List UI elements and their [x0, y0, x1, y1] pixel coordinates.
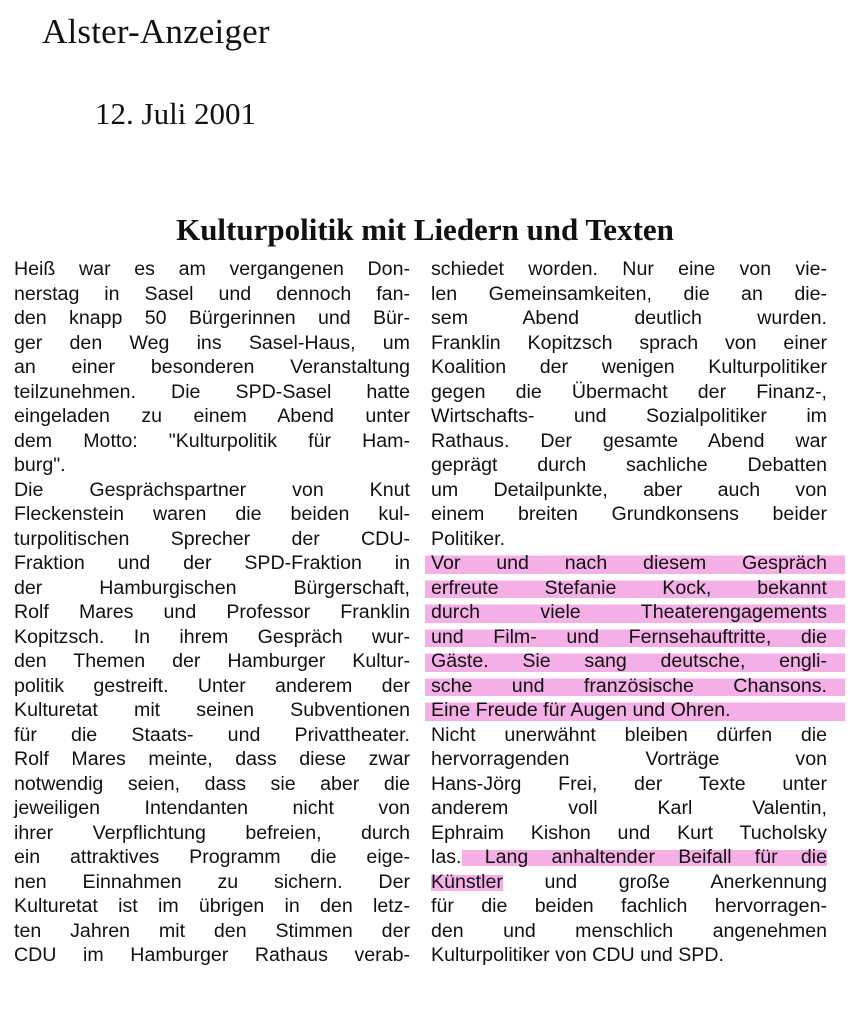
text-line: notwendig seien, dass sie aber die [14, 772, 410, 795]
text-line: burg". [14, 454, 66, 476]
text-line: teilzunehmen. Die SPD-Sasel hatte [14, 380, 410, 403]
text-line: Koalition der wenigen Kulturpolitiker [431, 356, 827, 378]
text-line: Ephraim Kishon und Kurt Tucholsky [431, 821, 827, 844]
highlighted-text-line: und Film- und Fernsehauftritte, die [425, 625, 845, 650]
text-line: gegen die Übermacht der Finanz-, [431, 380, 827, 403]
publication-date: 12. Juli 2001 [95, 96, 257, 131]
text-line: Wirtschafts- und Sozialpolitiker im [431, 405, 827, 427]
text-line: ihrer Verpflichtung befreien, durch [14, 821, 410, 844]
text-line: jeweiligen Intendanten nicht von [14, 797, 410, 819]
text-line: Rolf Mares meinte, dass diese zwar [14, 748, 410, 770]
text-line: um Detailpunkte, aber auch von [431, 478, 827, 501]
text-line: Kulturetat ist im übrigen in den letz- [14, 895, 410, 917]
text-line: für die beiden fachlich hervorragen- [431, 895, 827, 917]
highlighted-text-line: Vor und nach diesem Gespräch [425, 551, 845, 576]
text-line: Fleckenstein waren die beiden kul- [14, 503, 410, 525]
text-line: dem Motto: "Kulturpolitik für Ham- [14, 429, 410, 452]
text-line: politik gestreift. Unter anderem der [14, 674, 410, 697]
text-line: hervorragenden Vorträge von [431, 748, 827, 770]
article-column-right [431, 257, 827, 968]
text-line: einem breiten Grundkonsens beider [431, 503, 827, 525]
text-line: Fraktion und der SPD-Fraktion in [14, 552, 410, 574]
text-line: Heiß war es am vergangenen Don- [14, 258, 410, 280]
text-line: den knapp 50 Bürgerinnen und Bür- [14, 307, 410, 329]
text-line: Hans-Jörg Frei, der Texte unter [431, 772, 827, 795]
text-line: anderem voll Karl Valentin, [431, 797, 827, 819]
text-line: geprägt durch sachliche Debatten [431, 454, 827, 476]
text-line: den Themen der Hamburger Kultur- [14, 650, 410, 672]
text-line: an einer besonderen Veranstaltung [14, 356, 410, 378]
text-line: der Hamburgischen Bürgerschaft, [14, 576, 410, 599]
text-line: ten Jahren mit den Stimmen der [14, 919, 410, 942]
article-headline: Kulturpolitik mit Liedern und Texten [176, 212, 674, 247]
text-line: Nicht unerwähnt bleiben dürfen die [431, 723, 827, 746]
text-line: ein attraktives Programm die eige- [14, 846, 410, 868]
text-line: Kulturpolitiker von CDU und SPD. [431, 944, 724, 966]
text-line: für die Staats- und Privattheater. [14, 723, 410, 746]
text-line: sem Abend deutlich wurden. [431, 307, 827, 329]
text-line: turpolitischen Sprecher der CDU- [14, 527, 410, 550]
highlighted-text-line: erfreute Stefanie Kock, bekannt [425, 576, 845, 601]
highlighted-text-line: durch viele Theaterengagements [425, 600, 845, 625]
text-line: nerstag in Sasel und dennoch fan- [14, 282, 410, 305]
highlighted-text-line: Gäste. Sie sang deutsche, engli- [425, 649, 845, 674]
text-line: Künstler und große Anerkennung [431, 870, 827, 893]
highlighted-text-line: Eine Freude für Augen und Ohren. [425, 698, 845, 723]
text-line: Kulturetat mit seinen Subventionen [14, 699, 410, 721]
text-line: CDU im Hamburger Rathaus verab- [14, 944, 410, 966]
highlighter-mark: Künstler [431, 870, 503, 893]
highlighter-mark: Lang anhaltender Beifall für die [461, 846, 827, 868]
text-line: Politiker. [431, 527, 506, 550]
text-line: Franklin Kopitzsch sprach von einer [431, 331, 827, 354]
text-line: den und menschlich angenehmen [431, 919, 827, 942]
article-column-left [14, 257, 410, 968]
text-line: Rathaus. Der gesamte Abend war [431, 429, 827, 452]
newspaper-masthead: Alster-Anzeiger [42, 12, 270, 51]
highlighted-text-line: sche und französische Chansons. [425, 674, 845, 699]
text-line: Kopitzsch. In ihrem Gespräch wur- [14, 625, 410, 648]
text-line: las. Lang anhaltender Beifall für die [431, 846, 827, 868]
text-line: ger den Weg ins Sasel-Haus, um [14, 331, 410, 354]
text-line: len Gemeinsamkeiten, die an die- [431, 282, 827, 305]
text-line: eingeladen zu einem Abend unter [14, 405, 410, 427]
text-line: schiedet worden. Nur eine von vie- [431, 258, 827, 280]
text-line: Die Gesprächspartner von Knut [14, 478, 410, 501]
text-line: nen Einnahmen zu sichern. Der [14, 870, 410, 893]
text-line: Rolf Mares und Professor Franklin [14, 601, 410, 623]
